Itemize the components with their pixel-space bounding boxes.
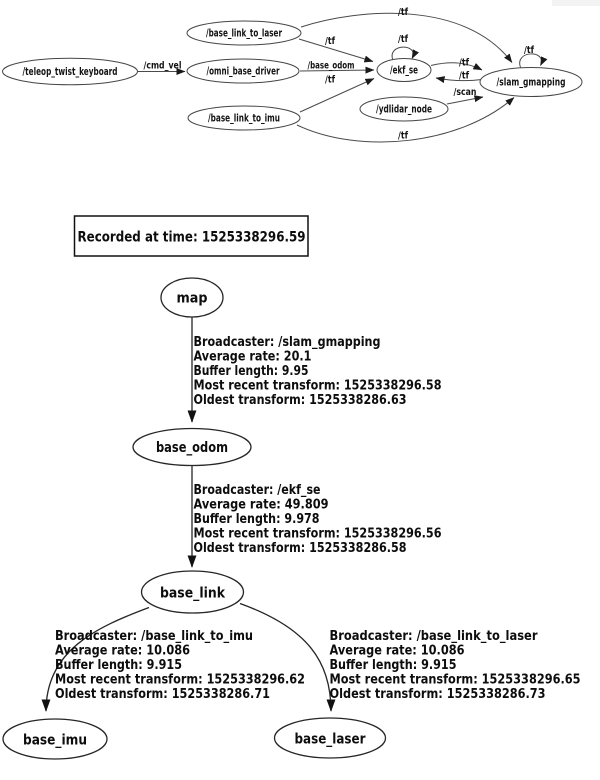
edge-label-tf-ekf-loop: /tf: [398, 34, 409, 45]
tf-transform-line: Buffer length: 9.978: [193, 512, 320, 527]
tf-transform-info-base-link-base-imu: [55, 629, 305, 702]
ros-node-graph: [3, 7, 583, 142]
edge-label-tf-laser-ekf: /tf: [325, 36, 336, 47]
edge-label-tf-laser-slam: /tf: [398, 7, 409, 18]
node-label-omni-base-driver: /omni_base_driver: [206, 65, 281, 78]
edge-ekf-to-slam: [431, 63, 482, 70]
tf-transform-line: Buffer length: 9.915: [329, 658, 457, 673]
node-label-base-link-to-laser: /base_link_to_laser: [206, 27, 283, 40]
edge-label-tf-slam-loop: /tf: [524, 45, 535, 56]
tf-transform-info-base-odom-base-link: [194, 483, 442, 556]
node-label-base-link-to-imu: /base_link_to_imu: [208, 112, 280, 125]
tf-frame-label-map: map: [176, 290, 208, 307]
tf-transform-line: Oldest transform: 1525338286.73: [329, 687, 546, 702]
edge-label-tf-ekf-slam: /tf: [459, 57, 470, 69]
tf-transform-line: Oldest transform: 1525338286.63: [193, 393, 407, 408]
recorded-time-text: Recorded at time: 1525338296.59: [77, 229, 306, 246]
node-label-ydlidar-node: /ydlidar_node: [376, 103, 432, 116]
tf-transform-line: Broadcaster: /base_link_to_laser: [329, 629, 539, 644]
tf-tree: [3, 216, 581, 759]
tf-transform-line: Oldest transform: 1525338286.71: [55, 687, 270, 702]
edge-laser-to-ekf: [299, 39, 373, 62]
tf-transform-line: Average rate: 49.809: [193, 497, 329, 513]
tf-transform-line: Most recent transform: 1525338296.62: [55, 672, 305, 688]
tf-transform-line: Buffer length: 9.95: [193, 364, 309, 379]
edge-label-tf-imu-slam: /tf: [398, 130, 409, 142]
tf-transform-line: Average rate: 10.086: [55, 643, 190, 659]
tf-transform-line: Oldest transform: 1525338286.58: [193, 541, 407, 556]
tf-transform-line: Broadcaster: /ekf_se: [193, 483, 321, 498]
tf-frame-label-base-laser: base_laser: [294, 731, 367, 748]
tf-frame-label-base-odom: base_odom: [156, 440, 228, 456]
edge-label-tf-imu-ekf: /tf: [325, 74, 336, 86]
node-label-teleop-twist-keyboard: /teleop_twist_keyboard: [22, 66, 118, 78]
window-edge-artifact: [552, 0, 600, 6]
tf-transform-line: Average rate: 10.086: [329, 643, 465, 659]
tf-transform-info-base-link-base-laser: [330, 629, 581, 702]
tf-transform-line: Most recent transform: 1525338296.56: [193, 526, 442, 542]
edge-label-base-odom: /base_odom: [307, 60, 355, 72]
edge-label-scan: /scan: [453, 87, 477, 98]
tf-transform-line: Broadcaster: /slam_gmapping: [193, 335, 381, 350]
tf-frame-label-base-imu: base_imu: [23, 732, 87, 749]
node-label-ekf-se: /ekf_se: [390, 64, 418, 77]
edge-label-cmd-vel: /cmd_vel: [143, 60, 182, 72]
tf-transform-line: Buffer length: 9.915: [55, 658, 182, 673]
tf-frame-label-base-link: base_link: [160, 585, 226, 602]
tf-transform-line: Broadcaster: /base_link_to_imu: [55, 629, 253, 644]
node-label-slam-gmapping: /slam_gmapping: [496, 76, 566, 89]
edge-ydlidar-to-slam: [447, 97, 483, 104]
tf-transform-line: Most recent transform: 1525338296.65: [329, 672, 581, 688]
tf-transform-line: Average rate: 20.1: [193, 349, 312, 365]
tf-transform-info-map-base-odom: [194, 335, 442, 408]
tf-transform-line: Most recent transform: 1525338296.58: [193, 378, 442, 394]
edge-label-tf-slam-ekf: /tf: [459, 70, 470, 82]
